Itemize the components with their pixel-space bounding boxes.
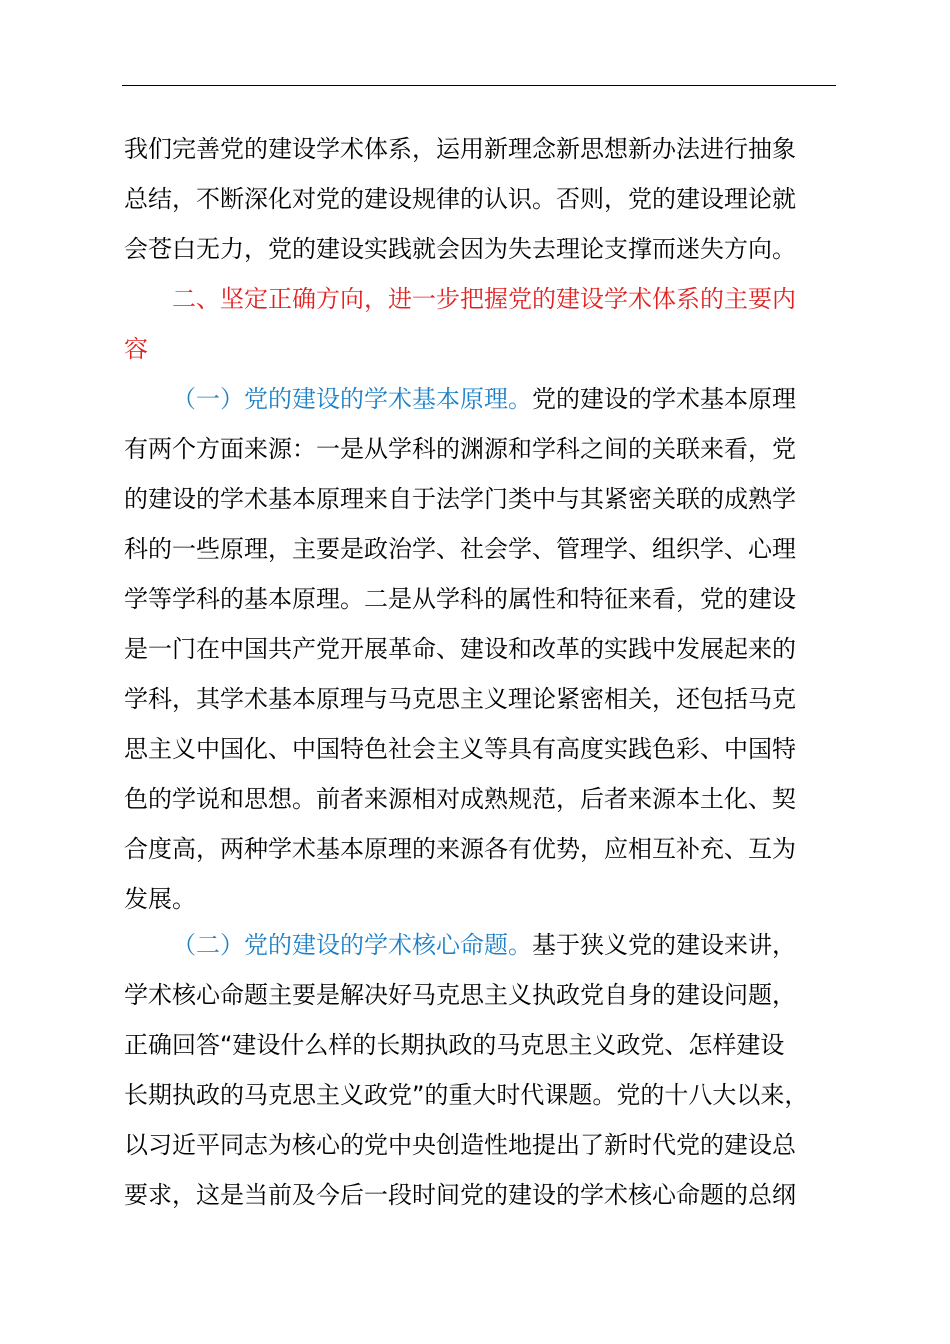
text-line: 以习近平同志为核心的党中央创造性地提出了新时代党的建设总: [124, 1131, 796, 1159]
heading-line: 二、坚定正确方向，进一步把握党的建设学术体系的主要内: [172, 285, 796, 313]
text-line: 正确回答“建设什么样的长期执政的马克思主义政党、怎样建设: [124, 1031, 785, 1059]
paragraph-intro: [124, 124, 864, 274]
subsection-principles: [124, 374, 864, 924]
text-line: 合度高，两种学术基本原理的来源各有优势，应相互补充、互为: [124, 835, 796, 863]
subsection-propositions: [124, 920, 864, 1220]
text-line: 科的一些原理，主要是政治学、社会学、管理学、组织学、心理: [124, 535, 796, 563]
text-line: 要求，这是当前及今后一段时间党的建设的学术核心命题的总纲: [124, 1181, 796, 1209]
text-line: 长期执政的马克思主义政党”的重大时代课题。党的十八大以来，: [124, 1081, 809, 1109]
text-line: 发展。: [124, 885, 196, 913]
text-line: 总结，不断深化对党的建设规律的认识。否则，党的建设理论就: [124, 185, 796, 213]
text-line: 学术核心命题主要是解决好马克思主义执政党自身的建设问题，: [124, 981, 796, 1009]
header-rule: [122, 85, 836, 86]
text-line: 学科，其学术基本原理与马克思主义理论紧密相关，还包括马克: [124, 685, 796, 713]
text-line: 是一门在中国共产党开展革命、建设和改革的实践中发展起来的: [124, 635, 796, 663]
text-line: 思主义中国化、中国特色社会主义等具有高度实践色彩、中国特: [124, 735, 796, 763]
text-line: 学等学科的基本原理。二是从学科的属性和特征来看，党的建设: [124, 585, 796, 613]
text-line: 我们完善党的建设学术体系，运用新理念新思想新办法进行抽象: [124, 135, 796, 163]
text-fragment: 基于狭义党的建设来讲，: [532, 931, 796, 959]
subsection-first-line: [124, 920, 864, 970]
text-line: 色的学说和思想。前者来源相对成熟规范，后者来源本土化、契: [124, 785, 796, 813]
text-fragment: 党的建设的学术基本原理: [532, 385, 796, 413]
subsection-title: （二）党的建设的学术核心命题。: [172, 931, 532, 959]
subsection-title: （一）党的建设的学术基本原理。: [172, 385, 532, 413]
text-line: 有两个方面来源：一是从学科的渊源和学科之间的关联来看，党: [124, 435, 796, 463]
subsection-first-line: [124, 374, 864, 424]
text-line: 的建设的学术基本原理来自于法学门类中与其紧密关联的成熟学: [124, 485, 796, 513]
section-heading: [124, 274, 864, 374]
text-line: 会苍白无力，党的建设实践就会因为失去理论支撑而迷失方向。: [124, 235, 796, 263]
heading-line: 容: [124, 335, 148, 363]
